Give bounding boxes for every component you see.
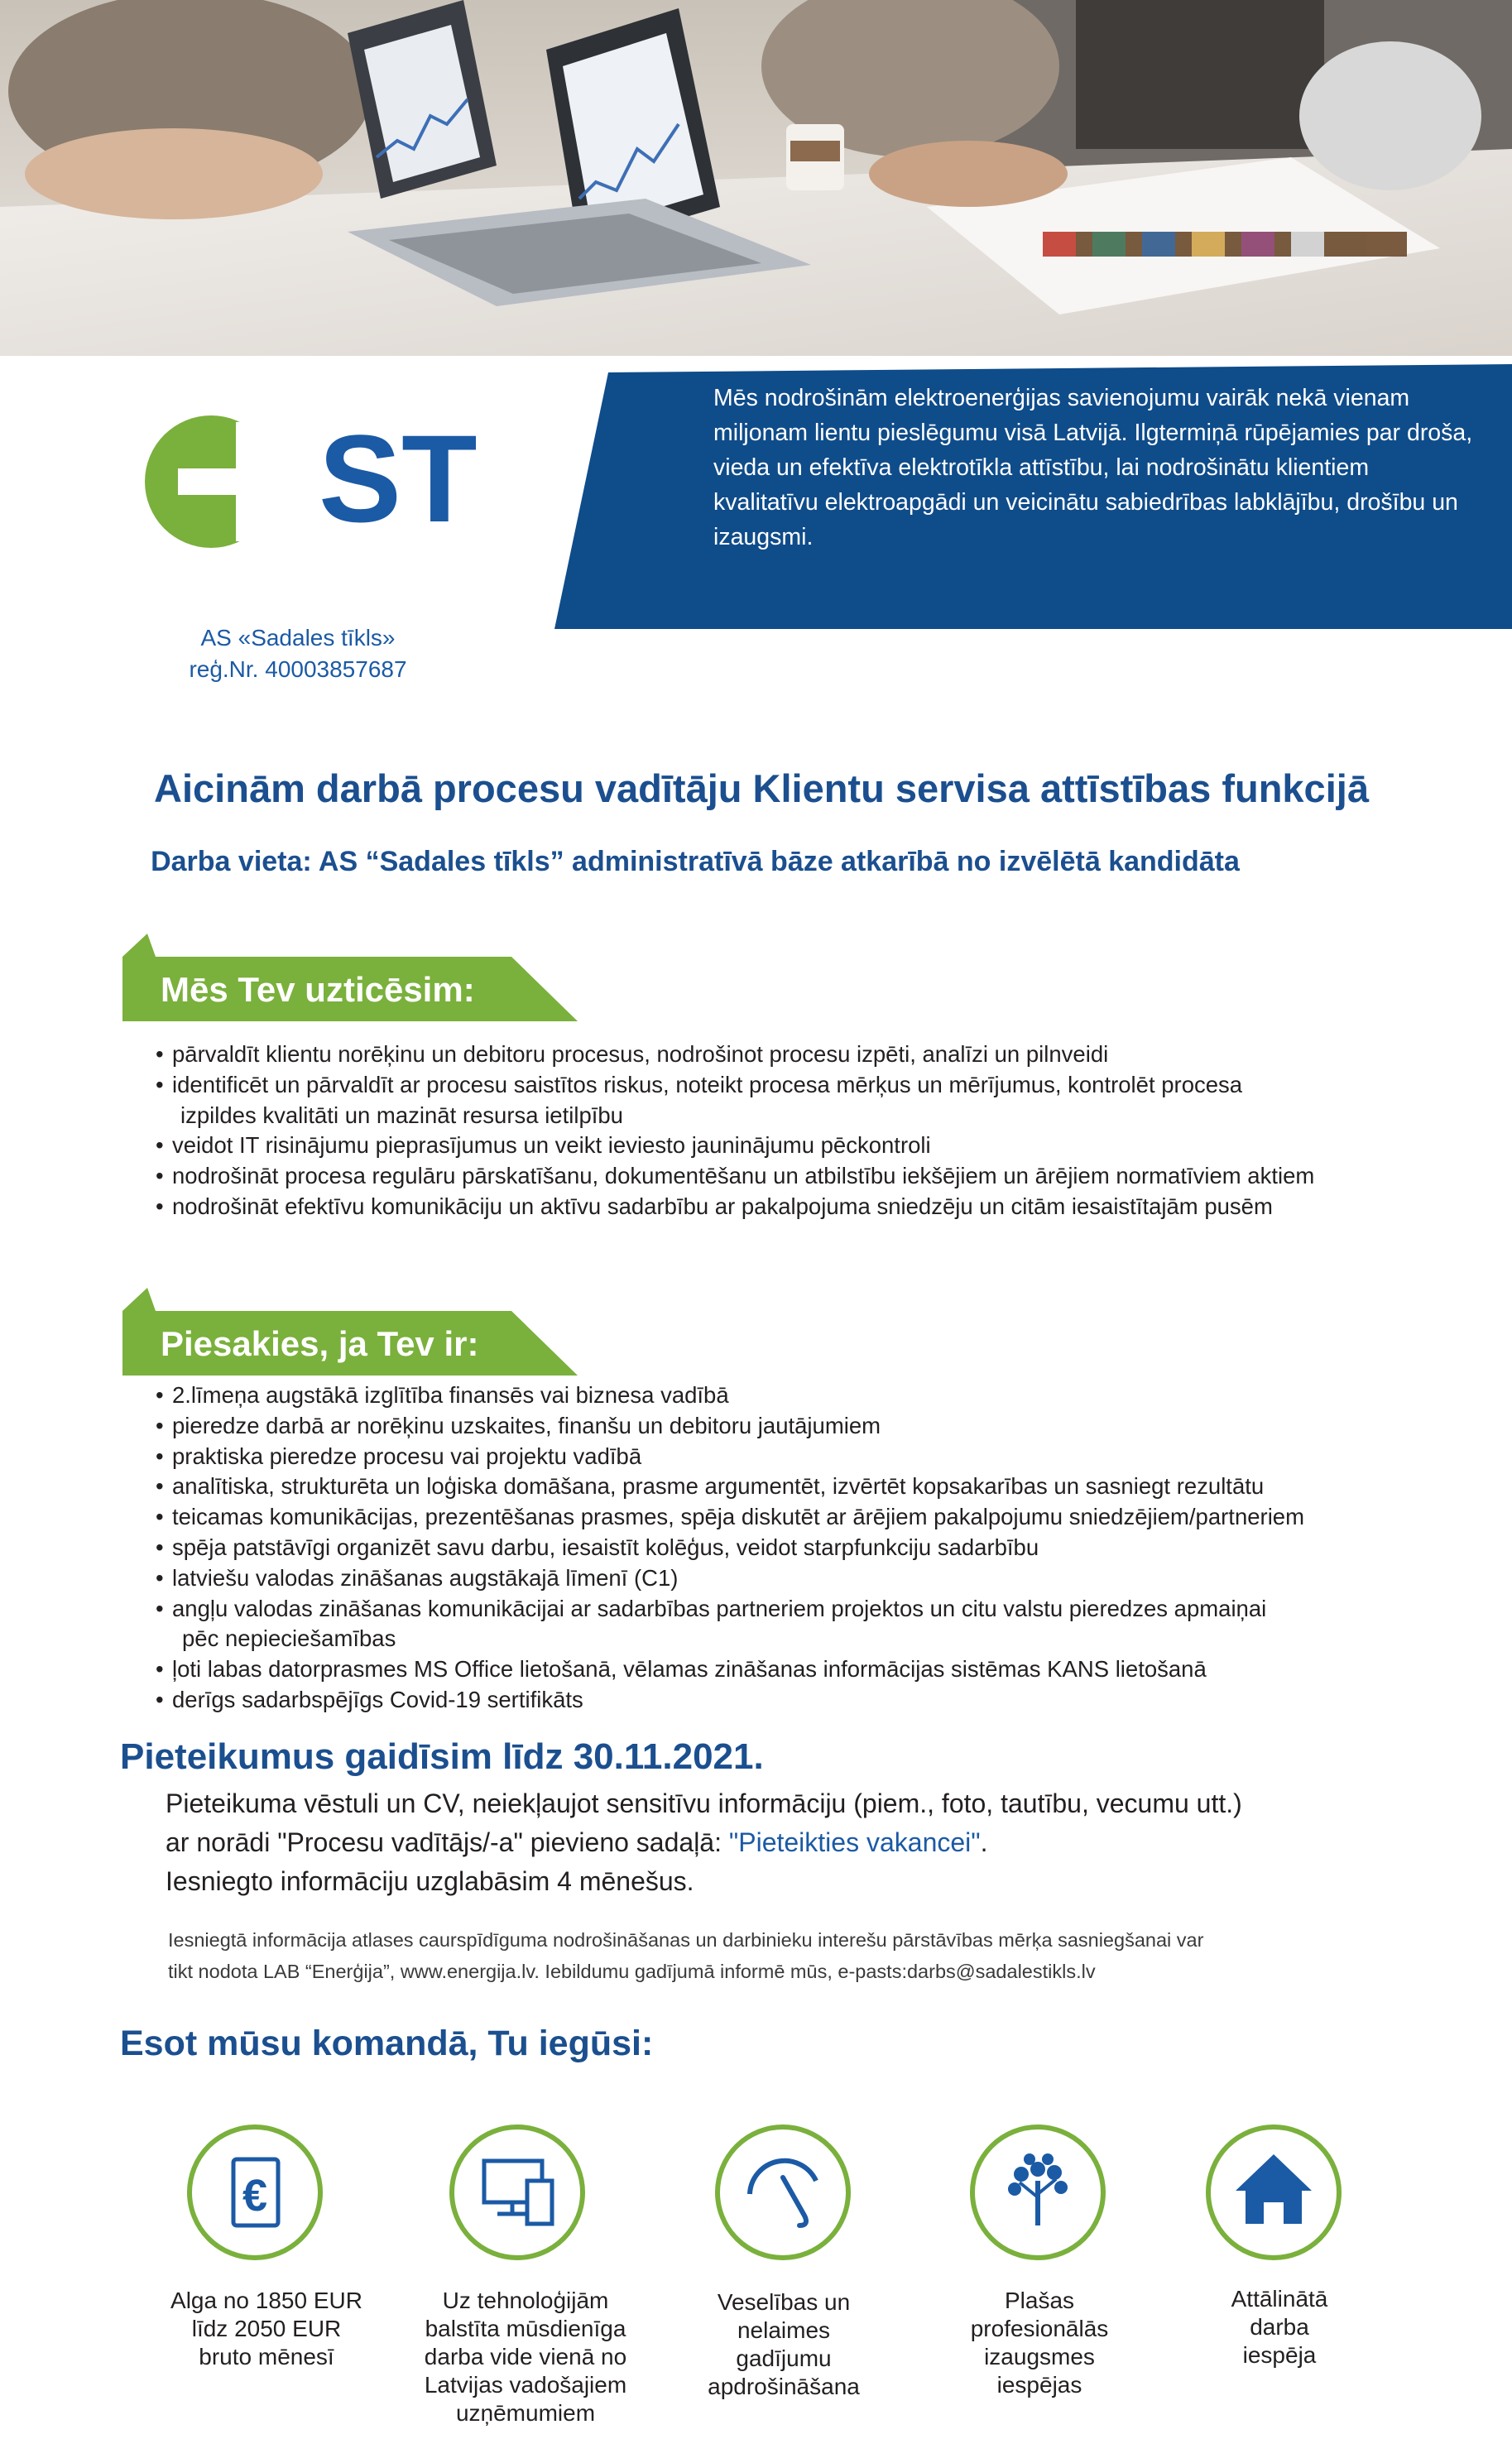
benefits-heading: Esot mūsu komandā, Tu iegūsi: <box>120 2024 654 2063</box>
list-item: • spēja patstāvīgi organizēt savu darbu, iesaistīt kolēģus, veidot starpfunkciju sadarbību <box>154 1533 1445 1563</box>
tasks-list <box>154 1039 1445 1222</box>
list-item: • angļu valodas zināšanas komunikācijai ar sadarbības partneriem projektos un citu valstu pieredzes apmaiņai <box>154 1594 1445 1625</box>
apply-line-3: Iesniegto informāciju uzglabāsim 4 mēnešus. <box>166 1866 694 1896</box>
list-item: • latviešu valodas zināšanas augstākajā līmenī (C1) <box>154 1563 1445 1594</box>
umbrella-icon <box>713 2123 852 2262</box>
company-logo <box>145 414 476 555</box>
benefit-label-growth: Plašas profesionālās izaugsmes iespējas <box>970 2288 1109 2398</box>
list-item: • identificēt un pārvaldīt ar procesu saistītos riskus, noteikt procesa mērķus un mērījumus, kontrolēt procesa <box>154 1070 1445 1101</box>
privacy-note-line-1: Iesniegtā informācija atlases caurspīdīguma nodrošināšanas un darbinieku interešu pārstāvības mērķa sasniegšanai var <box>168 1929 1204 1951</box>
list-item-continuation: pēc nepieciešamības <box>182 1625 396 1652</box>
company-reg-number: reģ.Nr. 40003857687 <box>189 656 407 682</box>
euro-icon <box>185 2123 324 2262</box>
deadline-heading: Pieteikumus gaidīsim līdz 30.11.2021. <box>120 1736 764 1777</box>
benefit-label-salary: Alga no 1850 EUR līdz 2050 EUR bruto mēnesī <box>170 2288 362 2369</box>
svg-text:€: € <box>242 2171 268 2221</box>
page-title: Aicinām darbā procesu vadītāju Klientu servisa attīstības funkcijā <box>154 766 1369 810</box>
apply-link[interactable]: "Pieteikties vakancei" <box>728 1827 981 1857</box>
list-item: • nodrošināt efektīvu komunikāciju un aktīvu sadarbību ar pakalpojuma sniedzēju un citām iesaistītajām pusēm <box>154 1192 1445 1222</box>
list-item: • teicamas komunikācijas, prezentēšanas prasmes, spēja diskutēt ar ārējiem pakalpojumu sniedzējiem/partneriem <box>154 1502 1445 1533</box>
list-item: • pieredze darbā ar norēķinu uzskaites, finanšu un debitoru jautājumiem <box>154 1411 1445 1442</box>
list-item: • analītiska, strukturēta un loģiska domāšana, prasme argumentēt, izvērtēt kopsakarības un sasniegt rezultātu <box>154 1472 1445 1502</box>
home-icon <box>1204 2123 1343 2262</box>
section-heading-tasks: Mēs Tev uzticēsim: <box>161 970 475 1009</box>
tree-icon <box>968 2123 1107 2262</box>
privacy-note-line-2: tikt nodota LAB “Enerģija”, www.energija.lv. Iebildumu gadījumā informē mūs, e-pasts:darbs@sadalestikls.lv <box>168 1961 1096 1982</box>
list-item-continuation: izpildes kvalitāti un mazināt resursa ietilpību <box>180 1102 623 1128</box>
list-item: • pārvaldīt klientu norēķinu un debitoru procesus, nodrošinot procesu izpēti, analīzi un pilnveidi <box>154 1039 1445 1070</box>
apply-instructions <box>166 1784 1407 1901</box>
section-heading-requirements: Piesakies, ja Tev ir: <box>161 1324 479 1363</box>
privacy-note <box>168 1924 1409 1987</box>
list-item: • derīgs sadarbspējīgs Covid-19 sertifikāts <box>154 1685 1445 1716</box>
company-name: AS «Sadales tīkls» <box>200 625 396 651</box>
list-item: • ļoti labas datorprasmes MS Office lietošanā, vēlamas zināšanas informācijas sistēmas KANS lietošanā <box>154 1654 1445 1685</box>
devices-icon <box>448 2123 587 2262</box>
hero-photo <box>0 0 1512 364</box>
list-item: • nodrošināt procesa regulāru pārskatīšanu, dokumentēšanu un atbilstību iekšējiem un ārējiem normatīviem aktiem <box>154 1161 1445 1192</box>
list-item: • 2.līmeņa augstākā izglītība finansēs vai biznesa vadībā <box>154 1380 1445 1411</box>
company-info <box>157 622 439 685</box>
benefit-label-remote: Attālinātā darba iespēja <box>1231 2286 1328 2368</box>
benefit-label-workplace: Uz tehnoloģijām balstīta mūsdienīga darba vide vienā no Latvijas vadošajiem uzņēmumiem <box>424 2288 627 2426</box>
workplace-subtitle: Darba vieta: AS “Sadales tīkls” administratīvā bāze atkarībā no izvēlētā kandidāta <box>151 846 1240 877</box>
logo-text: ST <box>319 414 476 548</box>
benefit-label-insurance: Veselības un nelaimes gadījumu apdrošināšana <box>708 2289 860 2399</box>
apply-line-1: Pieteikuma vēstuli un CV, neiekļaujot sensitīvu informāciju (piem., foto, tautību, vecumu utt.) <box>166 1788 1242 1818</box>
requirements-list <box>154 1380 1445 1716</box>
list-item: • praktiska pieredze procesu vai projektu vadībā <box>154 1442 1445 1472</box>
list-item: • veidot IT risinājumu pieprasījumus un veikt ieviesto jauninājumu pēckontroli <box>154 1131 1445 1161</box>
intro-text: Mēs nodrošinām elektroenerģijas savienojumu vairāk nekā vienam miljonam lientu pieslēgumu visā Latvijā. Ilgtermiņā rūpējamies par droša, vieda un efektīva elektrotīkla attīstību, lai nodrošinātu klientiem kvalitatīvu elektroapgādi un veicinātu sabiedrības labklājību, drošību un izaugsmi. <box>713 385 1473 550</box>
apply-line-2: ar norādi "Procesu vadītājs/-a" pievieno sadaļā: "Pieteikties vakancei". <box>166 1827 988 1857</box>
